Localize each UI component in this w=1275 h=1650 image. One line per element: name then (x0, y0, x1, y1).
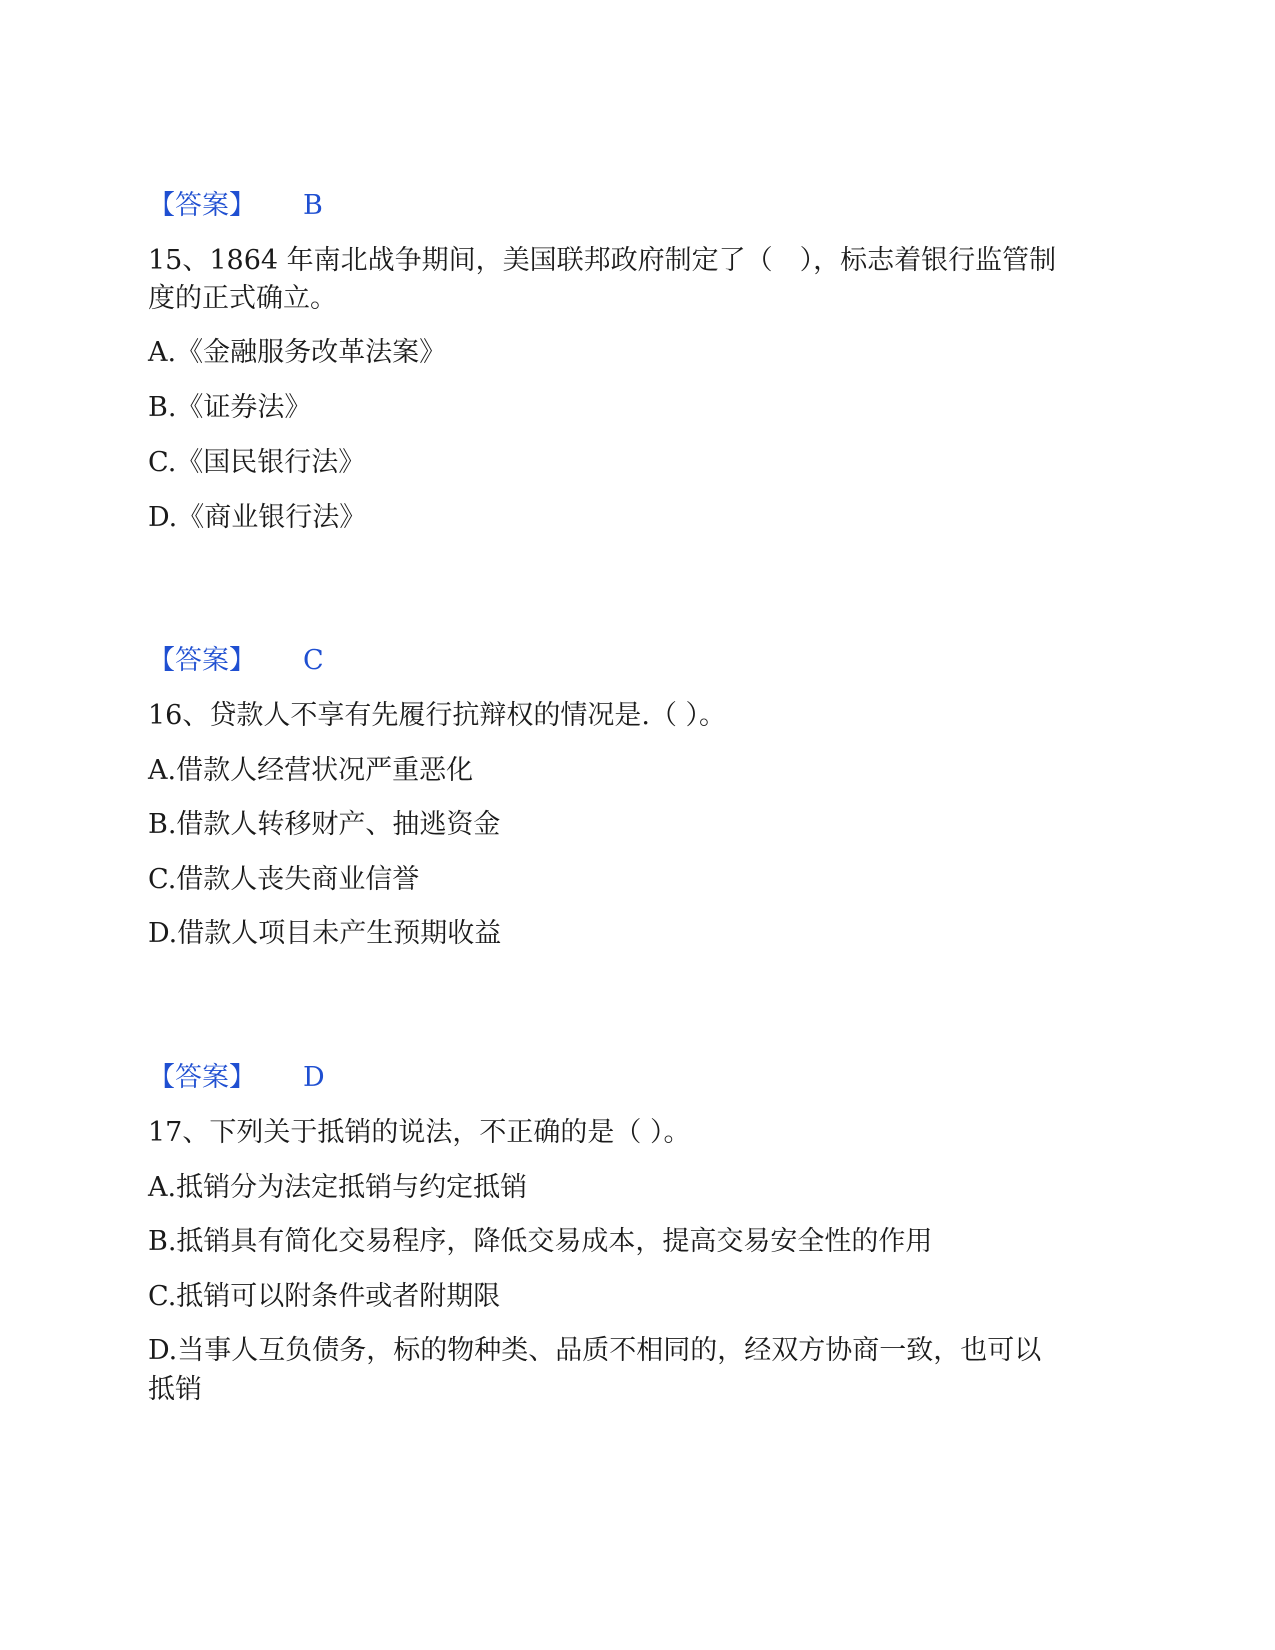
answer-label: 【答案】 (148, 645, 256, 676)
option-b: B.借款人转移财产、抽逃资金 (148, 809, 501, 840)
answer-value: D (303, 1062, 325, 1093)
answer-label: 【答案】 (148, 1062, 256, 1093)
option-d: D.《商业银行法》 (148, 502, 367, 533)
answer-value: C (303, 645, 324, 676)
option-b: B.抵销具有简化交易程序，降低交易成本，提高交易安全性的作用 (148, 1226, 933, 1257)
option-b: B.《证券法》 (148, 392, 312, 423)
option-d-continuation: 抵销 (148, 1374, 202, 1405)
answer-value: B (303, 190, 323, 221)
question-text: 16、贷款人不享有先履行抗辩权的情况是.（ ）。 (148, 700, 727, 731)
answer-line (148, 641, 324, 681)
option-a: A.借款人经营状况严重恶化 (148, 755, 474, 786)
question-text: 度的正式确立。 (148, 283, 337, 314)
option-c: C.借款人丧失商业信誉 (148, 864, 420, 895)
answer-label: 【答案】 (148, 190, 256, 221)
option-d: D.借款人项目未产生预期收益 (148, 918, 502, 949)
option-d: D.当事人互负债务，标的物种类、品质不相同的，经双方协商一致，也可以 (148, 1335, 1042, 1366)
question-text: 15、1864 年南北战争期间，美国联邦政府制定了（ ），标志着银行监管制 (148, 245, 1057, 276)
option-c: C.抵销可以附条件或者附期限 (148, 1281, 501, 1312)
answer-line (148, 1058, 325, 1098)
question-text: 17、下列关于抵销的说法，不正确的是（ ）。 (148, 1117, 691, 1148)
option-a: A.《金融服务改革法案》 (148, 337, 447, 368)
answer-line (148, 186, 323, 226)
option-c: C.《国民银行法》 (148, 447, 366, 478)
option-a: A.抵销分为法定抵销与约定抵销 (148, 1172, 528, 1203)
